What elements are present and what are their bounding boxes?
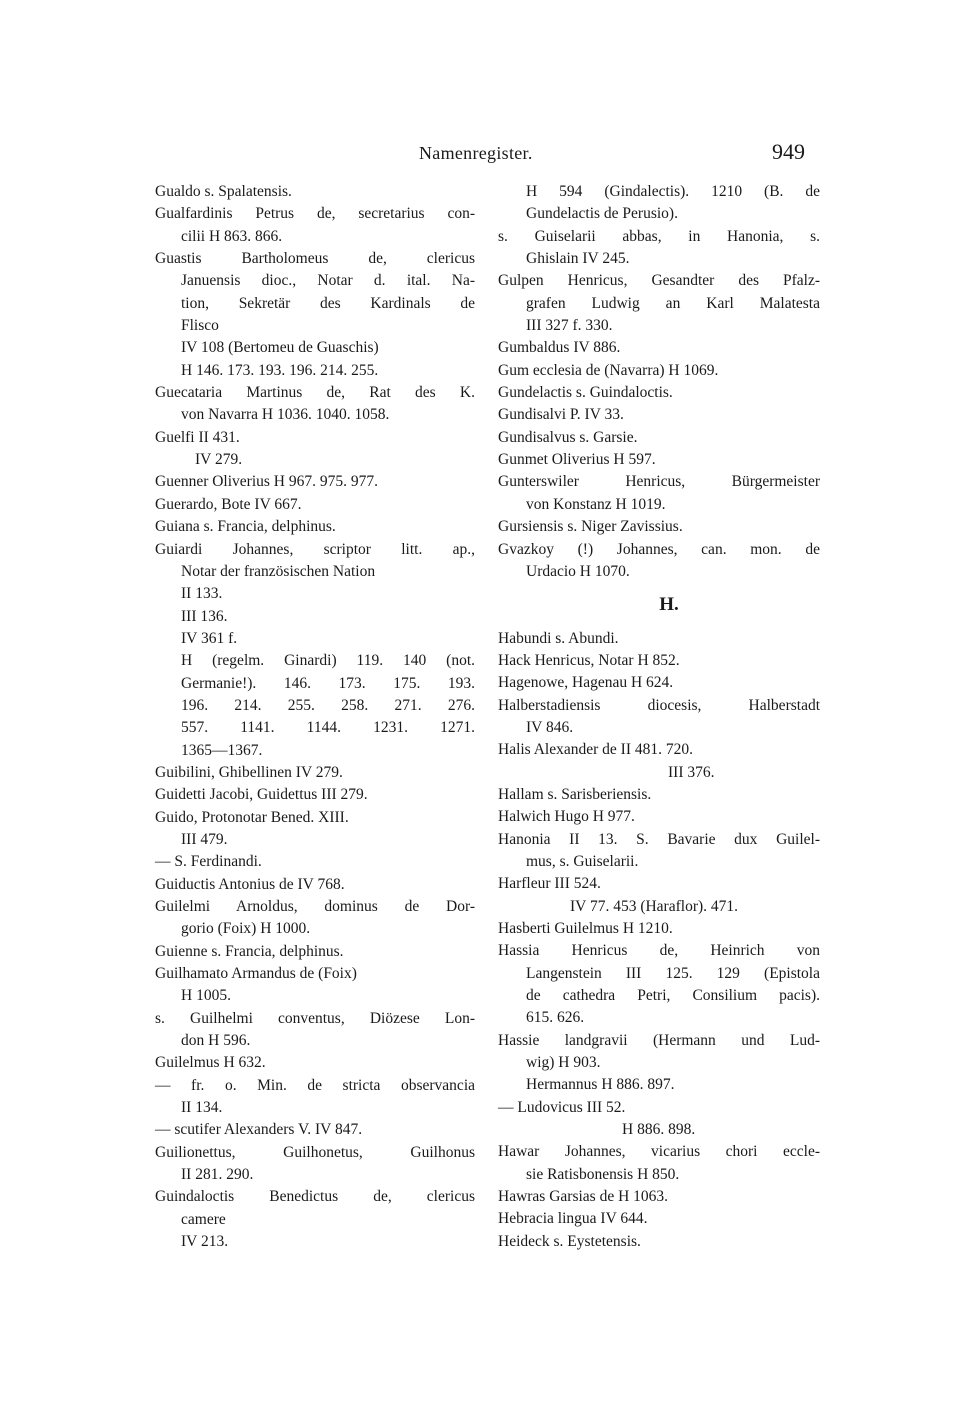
index-entry-continuation: 615. 626. bbox=[526, 1009, 585, 1027]
index-entry: Halis Alexander de II 481. 720. bbox=[498, 741, 693, 759]
index-entry: — scutifer Alexanders V. IV 847. bbox=[155, 1121, 363, 1139]
index-entry-continuation: wig) H 903. bbox=[526, 1054, 601, 1072]
index-entry: Guiductis Antonius de IV 768. bbox=[155, 875, 345, 893]
index-entry: Guindaloctis Benedictus de, clericus bbox=[155, 1188, 475, 1206]
index-entry-continuation: IV 108 (Bertomeu de Guaschis) bbox=[181, 339, 379, 357]
index-entry-continuation: sie Ratisbonensis H 850. bbox=[526, 1165, 680, 1183]
index-entry: Guilelmus H 632. bbox=[155, 1054, 266, 1072]
index-entry: Habundi s. Abundi. bbox=[498, 629, 619, 647]
index-entry-continuation: Januensis dioc., Notar d. ital. Na- bbox=[181, 272, 475, 290]
index-entry: Gunterswiler Henricus, Bürgermeister bbox=[498, 473, 820, 491]
index-entry: — fr. o. Min. de stricta observancia bbox=[155, 1076, 475, 1094]
index-entry-continuation: grafen Ludwig an Karl Malatesta bbox=[526, 294, 820, 312]
index-entry-continuation: H 886. 898. bbox=[622, 1121, 696, 1139]
index-entry-continuation: don H 596. bbox=[181, 1032, 251, 1050]
index-entry: — Ludovicus III 52. bbox=[498, 1098, 626, 1116]
index-entry: Gundelactis s. Guindaloctis. bbox=[498, 384, 673, 402]
index-entry-continuation: von Navarra H 1036. 1040. 1058. bbox=[181, 406, 390, 424]
index-entry: Gualdo s. Spalatensis. bbox=[155, 183, 292, 200]
index-entry: Halberstadiensis diocesis, Halberstadt bbox=[498, 696, 820, 714]
index-entry-continuation: de cathedra Petri, Consilium pacis). bbox=[526, 987, 820, 1005]
index-entry-continuation: Hermannus H 886. 897. bbox=[526, 1076, 675, 1094]
index-entry: Hallam s. Sarisberiensis. bbox=[498, 785, 652, 803]
index-entry-continuation: H 1005. bbox=[181, 987, 231, 1005]
index-entry: Hasberti Guilelmus H 1210. bbox=[498, 920, 673, 937]
index-entry-continuation: Langenstein III 125. 129 (Epistola bbox=[526, 964, 820, 982]
index-entry: Hawras Garsias de H 1063. bbox=[498, 1188, 669, 1206]
index-entry: Gumbaldus IV 886. bbox=[498, 339, 621, 357]
index-entry: Hagenowe, Hagenau H 624. bbox=[498, 674, 674, 692]
index-entry-continuation: H (regelm. Ginardi) 119. 140 (not. bbox=[181, 652, 475, 670]
index-entry: Hanonia II 13. S. Bavarie dux Guilel- bbox=[498, 830, 820, 848]
index-entry-continuation: IV 213. bbox=[181, 1233, 229, 1251]
index-entry-continuation: II 133. bbox=[181, 585, 223, 603]
index-entry-continuation: H 146. 173. 193. 196. 214. 255. bbox=[181, 361, 379, 379]
index-entry-continuation: III 136. bbox=[181, 607, 228, 625]
index-entry: Gvazkoy (!) Johannes, can. mon. de bbox=[498, 540, 820, 558]
index-entry-continuation: gorio (Foix) H 1000. bbox=[181, 920, 311, 938]
section-heading-h: H. bbox=[659, 594, 679, 616]
index-entry: Guibilini, Ghibellinen IV 279. bbox=[155, 763, 343, 781]
index-entry-continuation: II 281. 290. bbox=[181, 1166, 254, 1184]
index-entry-continuation: IV 846. bbox=[526, 718, 574, 736]
index-entry: Guiardi Johannes, scriptor litt. ap., bbox=[155, 540, 475, 558]
page-number: 949 bbox=[772, 139, 805, 164]
index-entry: Halwich Hugo H 977. bbox=[498, 808, 635, 826]
index-entry-continuation: Gundelactis de Perusio). bbox=[526, 205, 678, 223]
index-entry-continuation: Notar der französischen Nation bbox=[181, 562, 376, 580]
index-entry: Guilionettus, Guilhonetus, Guilhonus bbox=[155, 1143, 475, 1161]
index-entry: Gunmet Oliverius H 597. bbox=[498, 451, 656, 469]
right-column bbox=[498, 181, 820, 1253]
index-entry: Gundisalvus s. Garsie. bbox=[498, 428, 638, 446]
index-entry: Guecataria Martinus de, Rat des K. bbox=[155, 384, 475, 402]
index-entry: Gualfardinis Petrus de, secretarius con- bbox=[155, 205, 475, 223]
index-entry: Hebracia lingua IV 644. bbox=[498, 1210, 648, 1228]
index-entry-continuation: 1365—1367. bbox=[181, 741, 263, 759]
section-spacer bbox=[498, 617, 820, 628]
index-entry: s. Guiselarii abbas, in Hanonia, s. bbox=[498, 227, 820, 245]
index-entry-continuation: III 376. bbox=[668, 763, 715, 781]
index-entry: — S. Ferdinandi. bbox=[155, 853, 262, 871]
index-entry: Hassie landgravii (Hermann und Lud- bbox=[498, 1031, 820, 1049]
index-entry-continuation: III 327 f. 330. bbox=[526, 317, 613, 335]
section-spacer bbox=[498, 583, 820, 594]
index-entry: Hack Henricus, Notar H 852. bbox=[498, 651, 680, 669]
index-entry-continuation: 557. 1141. 1144. 1231. 1271. bbox=[181, 719, 475, 737]
index-entry: Guelfi II 431. bbox=[155, 428, 240, 446]
running-head-title: Namenregister. bbox=[419, 143, 533, 163]
index-entry: Hassia Henricus de, Heinrich von bbox=[498, 942, 820, 960]
index-entry: Guidetti Jacobi, Guidettus III 279. bbox=[155, 786, 368, 804]
index-entry-continuation: Germanie!). 146. 173. 175. 193. bbox=[181, 674, 475, 692]
index-entry: Gulpen Henricus, Gesandter des Pfalz- bbox=[498, 272, 820, 290]
index-entry: Guastis Bartholomeus de, clericus bbox=[155, 250, 475, 268]
index-entry-continuation: tion, Sekretär des Kardinals de bbox=[181, 294, 475, 312]
index-entry: Guerardo, Bote IV 667. bbox=[155, 495, 302, 513]
index-entry: Heideck s. Eystetensis. bbox=[498, 1232, 641, 1250]
index-entry-continuation: Flisco bbox=[181, 317, 219, 335]
index-entry: Guilelmi Arnoldus, dominus de Dor- bbox=[155, 898, 475, 915]
index-entry-continuation: cilii H 863. 866. bbox=[181, 227, 283, 245]
index-entry-continuation: H 594 (Gindalectis). 1210 (B. de bbox=[526, 183, 820, 200]
index-entry: Guienne s. Francia, delphinus. bbox=[155, 942, 344, 960]
index-entry: Gursiensis s. Niger Zavissius. bbox=[498, 518, 683, 536]
index-entry-continuation: camere bbox=[181, 1210, 226, 1228]
index-entry: Gundisalvi P. IV 33. bbox=[498, 406, 624, 424]
index-entry: Guilhamato Armandus de (Foix) bbox=[155, 965, 357, 983]
index-entry-continuation: II 134. bbox=[181, 1099, 223, 1117]
index-entry: Hawar Johannes, vicarius chori eccle- bbox=[498, 1143, 820, 1161]
index-entry: Guenner Oliverius H 967. 975. 977. bbox=[155, 473, 378, 491]
index-entry: s. Guilhelmi conventus, Diözese Lon- bbox=[155, 1009, 475, 1027]
index-entry: Gum ecclesia de (Navarra) H 1069. bbox=[498, 361, 719, 379]
index-entry-continuation: von Konstanz H 1019. bbox=[526, 495, 666, 513]
left-column bbox=[155, 181, 475, 1254]
index-entry: Harfleur III 524. bbox=[498, 875, 601, 893]
index-entry-continuation: mus, s. Guiselarii. bbox=[526, 852, 639, 870]
index-entry: Guiana s. Francia, delphinus. bbox=[155, 518, 336, 536]
index-entry-continuation: 196. 214. 255. 258. 271. 276. bbox=[181, 696, 475, 714]
index-entry-continuation: IV 279. bbox=[195, 451, 243, 469]
index-entry: Guido, Protonotar Bened. XIII. bbox=[155, 808, 349, 826]
index-entry-continuation: Urdacio H 1070. bbox=[526, 562, 630, 580]
index-entry-continuation: III 479. bbox=[181, 830, 228, 848]
index-entry-continuation: IV 361 f. bbox=[181, 629, 238, 647]
index-entry-continuation: IV 77. 453 (Haraflor). 471. bbox=[570, 897, 739, 915]
index-entry-continuation: Ghislain IV 245. bbox=[526, 250, 630, 268]
